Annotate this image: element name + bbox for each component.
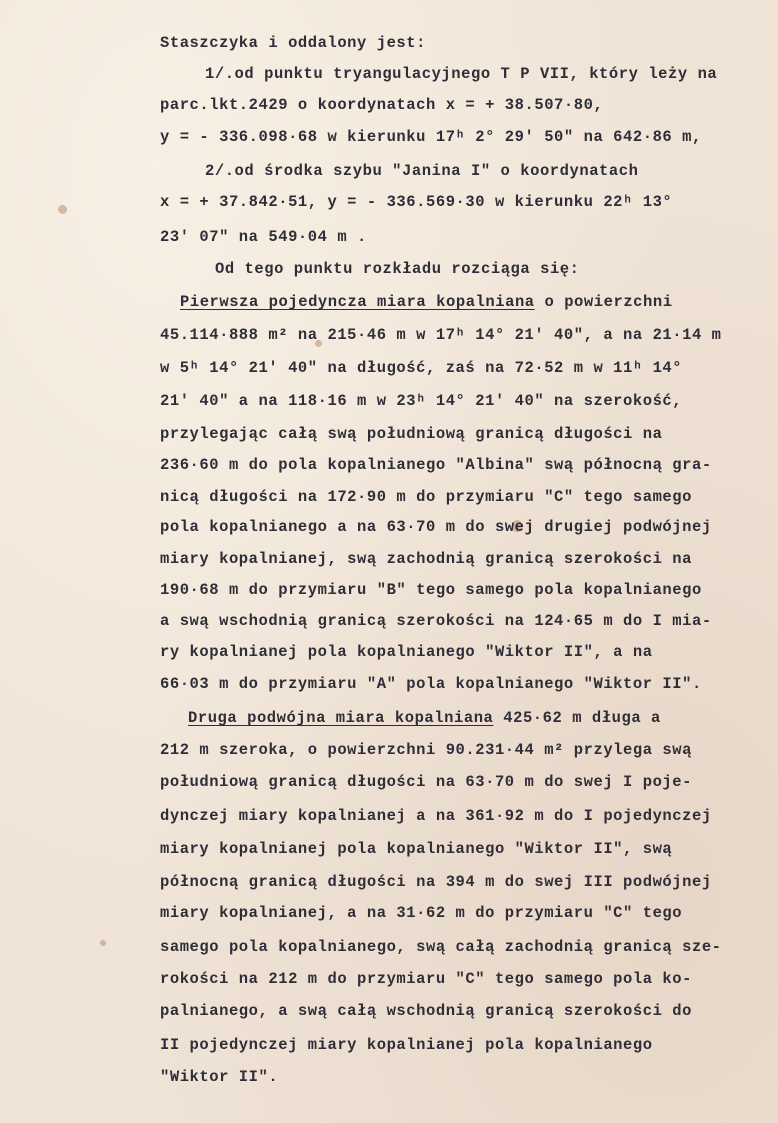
text-line: 2/.od środka szybu "Janina I" o koordynatach xyxy=(205,162,639,180)
text-line: 45.114·888 m² na 215·46 m w 17ʰ 14° 21' 40", a na 21·14 m xyxy=(160,326,722,344)
text-line: 21' 40" a na 118·16 m w 23ʰ 14° 21' 40" na szerokość, xyxy=(160,392,683,410)
text-line: 23' 07" na 549·04 m . xyxy=(160,228,367,246)
text-line: 66·03 m do przymiaru "A" pola kopalnianego "Wiktor II". xyxy=(160,675,702,693)
text-line: rokości na 212 m do przymiaru "C" tego samego pola ko- xyxy=(160,970,692,988)
text-line: miary kopalnianej pola kopalnianego "Wiktor II", swą xyxy=(160,840,673,858)
text-line: nicą długości na 172·90 m do przymiaru "C" tego samego xyxy=(160,488,692,506)
section-heading: Druga podwójna miara kopalniana xyxy=(188,709,494,727)
text-line: palnianego, a swą całą wschodnią granicą szerokości do xyxy=(160,1002,692,1020)
text-line: parc.lkt.2429 o koordynatach x = + 38.507·80, xyxy=(160,96,604,114)
text-line: 190·68 m do przymiaru "B" tego samego pola kopalnianego xyxy=(160,581,702,599)
text-line: dynczej miary kopalnianej a na 361·92 m do I pojedynczej xyxy=(160,807,712,825)
text-line: Staszczyka i oddalony jest: xyxy=(160,34,426,52)
text-line: 1/.od punktu tryangulacyjnego T P VII, który leży na xyxy=(205,65,718,83)
text-line: północną granicą długości na 394 m do swej III podwójnej xyxy=(160,873,712,891)
text-line: miary kopalnianej, a na 31·62 m do przymiaru "C" tego xyxy=(160,904,683,922)
text-line: w 5ʰ 14° 21' 40" na długość, zaś na 72·52 m w 11ʰ 14° xyxy=(160,359,683,377)
text-line: Od tego punktu rozkładu rozciąga się: xyxy=(215,260,580,278)
text-line: "Wiktor II". xyxy=(160,1068,279,1086)
heading-continuation: 425·62 m długa a xyxy=(493,709,661,727)
text-line: miary kopalnianej, swą zachodnią granicą szerokości na xyxy=(160,550,692,568)
section-heading-line xyxy=(180,292,673,312)
heading-continuation: o powierzchni xyxy=(534,293,673,311)
text-line: południową granicą długości na 63·70 m do swej I poje- xyxy=(160,773,692,791)
text-line: y = - 336.098·68 w kierunku 17ʰ 2° 29' 50" na 642·86 m, xyxy=(160,128,702,146)
text-line: x = + 37.842·51, y = - 336.569·30 w kierunku 22ʰ 13° xyxy=(160,193,673,211)
text-line: 212 m szeroka, o powierzchni 90.231·44 m² przylega swą xyxy=(160,741,692,759)
text-line: II pojedynczej miary kopalnianej pola kopalnianego xyxy=(160,1036,653,1054)
text-line: przylegając całą swą południową granicą długości na xyxy=(160,425,663,443)
section-heading: Pierwsza pojedyncza miara kopalniana xyxy=(180,293,535,311)
text-line: a swą wschodnią granicą szerokości na 124·65 m do I mia- xyxy=(160,612,712,630)
text-line: samego pola kopalnianego, swą całą zachodnią granicą sze- xyxy=(160,938,722,956)
text-line: 236·60 m do pola kopalnianego "Albina" swą północną gra- xyxy=(160,456,712,474)
section-heading-line xyxy=(188,708,661,728)
text-line: pola kopalnianego a na 63·70 m do swej drugiej podwójnej xyxy=(160,518,712,536)
text-line: ry kopalnianej pola kopalnianego "Wiktor II", a na xyxy=(160,643,653,661)
